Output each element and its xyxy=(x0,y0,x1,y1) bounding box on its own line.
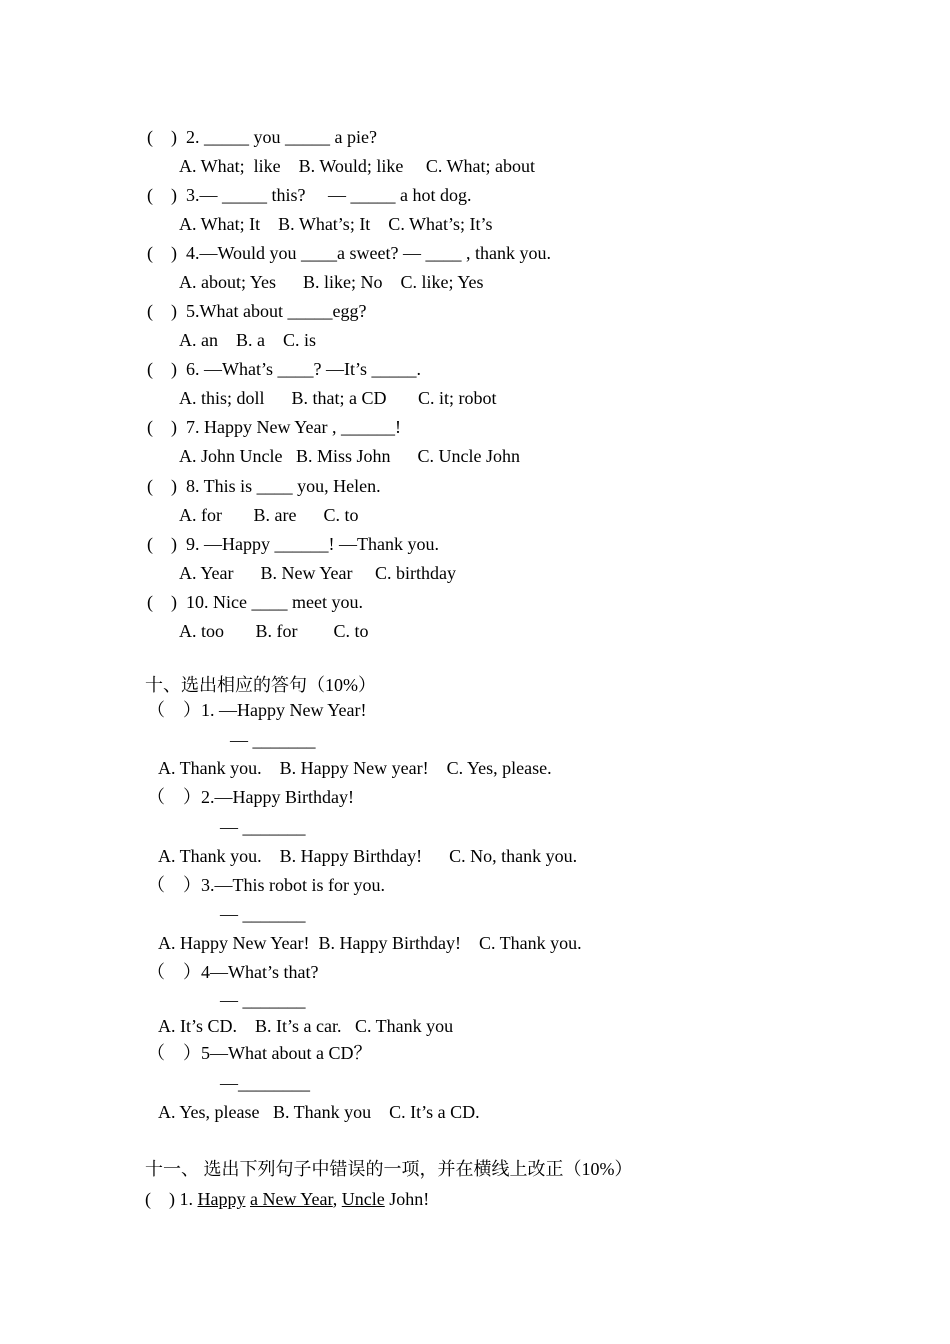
s11-q1-prefix: ( ) 1. xyxy=(145,1189,198,1209)
s10-options-1: A. Thank you. B. Happy New year! C. Yes, please. xyxy=(158,758,552,778)
s10-answer-blank-1: — _______ xyxy=(230,730,316,750)
s10-question-4: （ ）4—What’s that? xyxy=(147,962,319,982)
s10-question-2: （ ）2.—Happy Birthday! xyxy=(147,787,354,807)
question-4: ( ) 4.—Would you ____a sweet? — ____ , thank you. xyxy=(147,243,551,263)
s10-options-4: A. It’s CD. B. It’s a car. C. Thank you xyxy=(158,1016,454,1036)
question-10: ( ) 10. Nice ____ meet you. xyxy=(147,592,363,612)
s10-options-2: A. Thank you. B. Happy Birthday! C. No, thank you. xyxy=(158,846,578,866)
options-7: A. John Uncle B. Miss John C. Uncle John xyxy=(179,446,520,466)
s10-question-3: （ ）3.—This robot is for you. xyxy=(147,875,385,895)
options-9: A. Year B. New Year C. birthday xyxy=(179,563,456,583)
section-11-title: 十一、 选出下列句子中错误的一项，并在横线上改正（10%） xyxy=(145,1159,633,1179)
question-9: ( ) 9. —Happy ______! —Thank you. xyxy=(147,534,439,554)
s10-options-5: A. Yes, please B. Thank you C. It’s a CD. xyxy=(158,1102,480,1122)
s11-q1-separator: , xyxy=(332,1189,342,1209)
s10-question-1: （ ）1. —Happy New Year! xyxy=(147,700,367,720)
s10-question-5: （ ）5—What about a CD？ xyxy=(147,1043,372,1063)
options-2: A. What; like B. Would; like C. What; about xyxy=(179,156,536,176)
question-5: ( ) 5.What about _____egg? xyxy=(147,301,367,321)
s10-answer-blank-3: — _______ xyxy=(220,904,306,924)
options-4: A. about; Yes B. like; No C. like; Yes xyxy=(179,272,484,292)
question-2: ( ) 2. _____ you _____ a pie? xyxy=(147,127,377,147)
options-6: A. this; doll B. that; a CD C. it; robot xyxy=(179,388,497,408)
s10-options-3: A. Happy New Year! B. Happy Birthday! C. Thank you. xyxy=(158,933,582,953)
options-10: A. too B. for C. to xyxy=(179,621,369,641)
question-3: ( ) 3.— _____ this? — _____ a hot dog. xyxy=(147,185,472,205)
options-5: A. an B. a C. is xyxy=(179,330,316,350)
options-8: A. for B. are C. to xyxy=(179,505,359,525)
s11-q1-part-a: Happy xyxy=(197,1189,246,1209)
options-3: A. What; It B. What’s; It C. What’s; It’s xyxy=(179,214,493,234)
s11-q1-part-c: Uncle xyxy=(341,1189,385,1209)
s11-question-1 xyxy=(145,1187,429,1211)
s11-q1-part-b: a New Year xyxy=(250,1189,333,1209)
s10-answer-blank-2: — _______ xyxy=(220,817,306,837)
question-6: ( ) 6. —What’s ____? —It’s _____. xyxy=(147,359,421,379)
s10-answer-blank-4: — _______ xyxy=(220,990,306,1010)
s10-answer-blank-5: —________ xyxy=(220,1073,310,1093)
question-7: ( ) 7. Happy New Year , ______! xyxy=(147,417,401,437)
question-8: ( ) 8. This is ____ you, Helen. xyxy=(147,476,381,496)
section-10-title: 十、选出相应的答句（10%） xyxy=(145,675,376,695)
s11-q1-suffix: John! xyxy=(384,1189,430,1209)
